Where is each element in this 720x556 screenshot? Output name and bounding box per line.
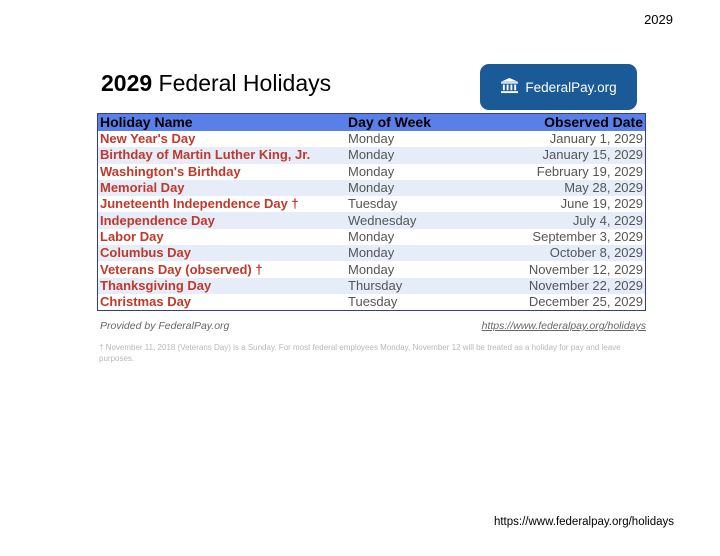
day-of-week: Tuesday xyxy=(348,196,398,212)
observed-date: October 8, 2029 xyxy=(490,245,646,261)
building-icon xyxy=(500,77,519,97)
observed-date: September 3, 2029 xyxy=(532,228,643,244)
page-title xyxy=(101,70,331,97)
table-row xyxy=(98,147,646,163)
table-row xyxy=(98,212,646,228)
footnote: † November 11, 2018 (Veterans Day) is a Sunday. For most federal employees Monday, November 12 will be treated as a holiday for pay and leave purposes. xyxy=(99,343,621,363)
logo-text: FederalPay.org xyxy=(525,79,617,95)
day-of-week: Tuesday xyxy=(348,294,398,310)
header-day-of-week: Day of Week xyxy=(346,114,490,132)
table-row xyxy=(98,229,646,245)
holiday-name: Veterans Day (observed) † xyxy=(100,261,263,277)
observed-date: November 22, 2029 xyxy=(490,278,646,294)
day-of-week: Thursday xyxy=(346,278,490,294)
day-of-week: Monday xyxy=(346,147,490,163)
holiday-name: Washington's Birthday xyxy=(100,163,241,179)
day-of-week: Monday xyxy=(348,131,395,147)
table-row xyxy=(98,196,646,212)
table-header-row xyxy=(98,114,646,132)
holiday-name: Columbus Day xyxy=(98,245,347,261)
observed-date: November 12, 2029 xyxy=(528,261,643,277)
title-text: Federal Holidays xyxy=(152,70,332,96)
provided-by-text: Provided by FederalPay.org xyxy=(100,320,230,332)
holiday-name: Christmas Day xyxy=(100,294,192,310)
holiday-name: Independence Day xyxy=(98,212,347,228)
header-observed-date: Observed Date xyxy=(490,114,646,132)
title-year: 2029 xyxy=(101,70,153,96)
observed-date: July 4, 2029 xyxy=(490,212,646,228)
federalpay-logo[interactable] xyxy=(480,64,637,110)
holiday-name: Memorial Day xyxy=(98,180,347,196)
table-row xyxy=(98,278,646,294)
table-row xyxy=(98,131,646,147)
observed-date: January 1, 2029 xyxy=(549,131,643,147)
observed-date: May 28, 2029 xyxy=(490,180,646,196)
holiday-name: Labor Day xyxy=(100,228,164,244)
day-of-week: Monday xyxy=(346,245,490,261)
table-row xyxy=(98,294,646,311)
day-of-week: Monday xyxy=(348,261,395,277)
day-of-week: Monday xyxy=(348,163,395,179)
table-row xyxy=(98,245,646,261)
source-link[interactable]: https://www.federalpay.org/holidays xyxy=(481,320,646,332)
holiday-name: Birthday of Martin Luther King, Jr. xyxy=(98,147,347,163)
table-row xyxy=(98,180,646,196)
holidays-table xyxy=(97,113,646,311)
header-holiday-name: Holiday Name xyxy=(98,114,347,132)
holiday-name: Thanksgiving Day xyxy=(98,278,347,294)
day-of-week: Monday xyxy=(346,180,490,196)
observed-date: February 19, 2029 xyxy=(536,163,643,179)
observed-date: January 15, 2029 xyxy=(490,147,646,163)
holiday-name: Juneteenth Independence Day † xyxy=(100,196,299,212)
corner-year: 2029 xyxy=(644,12,673,27)
observed-date: December 25, 2029 xyxy=(528,294,643,310)
bottom-url: https://www.federalpay.org/holidays xyxy=(493,516,674,528)
observed-date: June 19, 2029 xyxy=(560,196,643,212)
holiday-name: New Year's Day xyxy=(100,131,196,147)
day-of-week: Wednesday xyxy=(346,212,490,228)
day-of-week: Monday xyxy=(348,228,395,244)
table-row xyxy=(98,261,646,277)
table-row xyxy=(98,164,646,180)
